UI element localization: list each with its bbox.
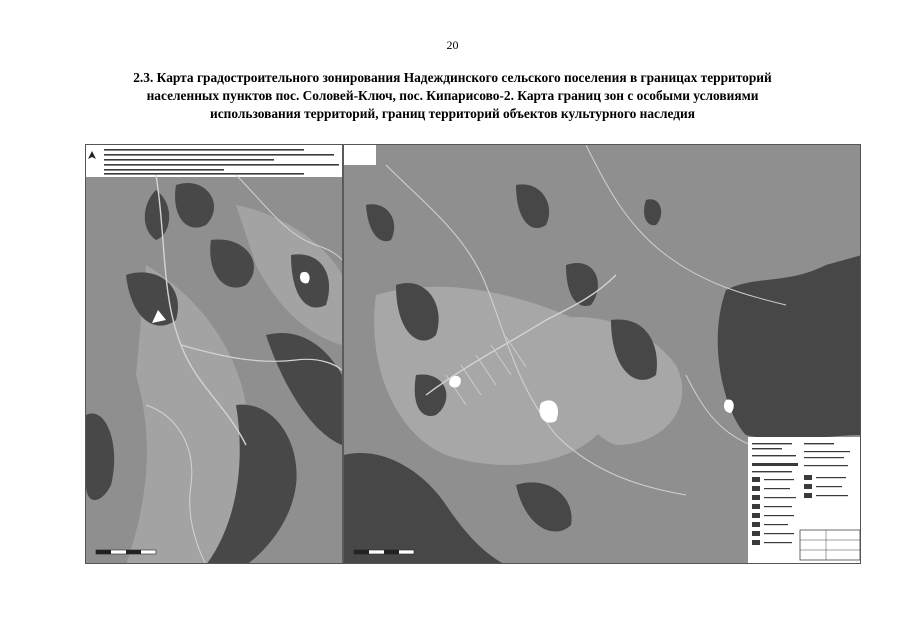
zoning-map-graphic [86, 145, 861, 564]
title-line-2: населенных пунктов пос. Соловей-Ключ, пос. Кипарисово-2. Карта границ зон с особыми условиями [146, 88, 759, 103]
section-title [95, 69, 810, 123]
zoning-map-figure [85, 144, 861, 564]
page-number: 20 [446, 38, 459, 52]
left-map-panel [86, 145, 376, 564]
title-line-1: 2.3. Карта градостроительного зонирования Надеждинского сельского поселения в границах территорий [133, 70, 772, 85]
title-line-3: использования территорий, границ территорий объектов культурного наследия [209, 106, 695, 121]
right-map-panel [344, 145, 861, 564]
